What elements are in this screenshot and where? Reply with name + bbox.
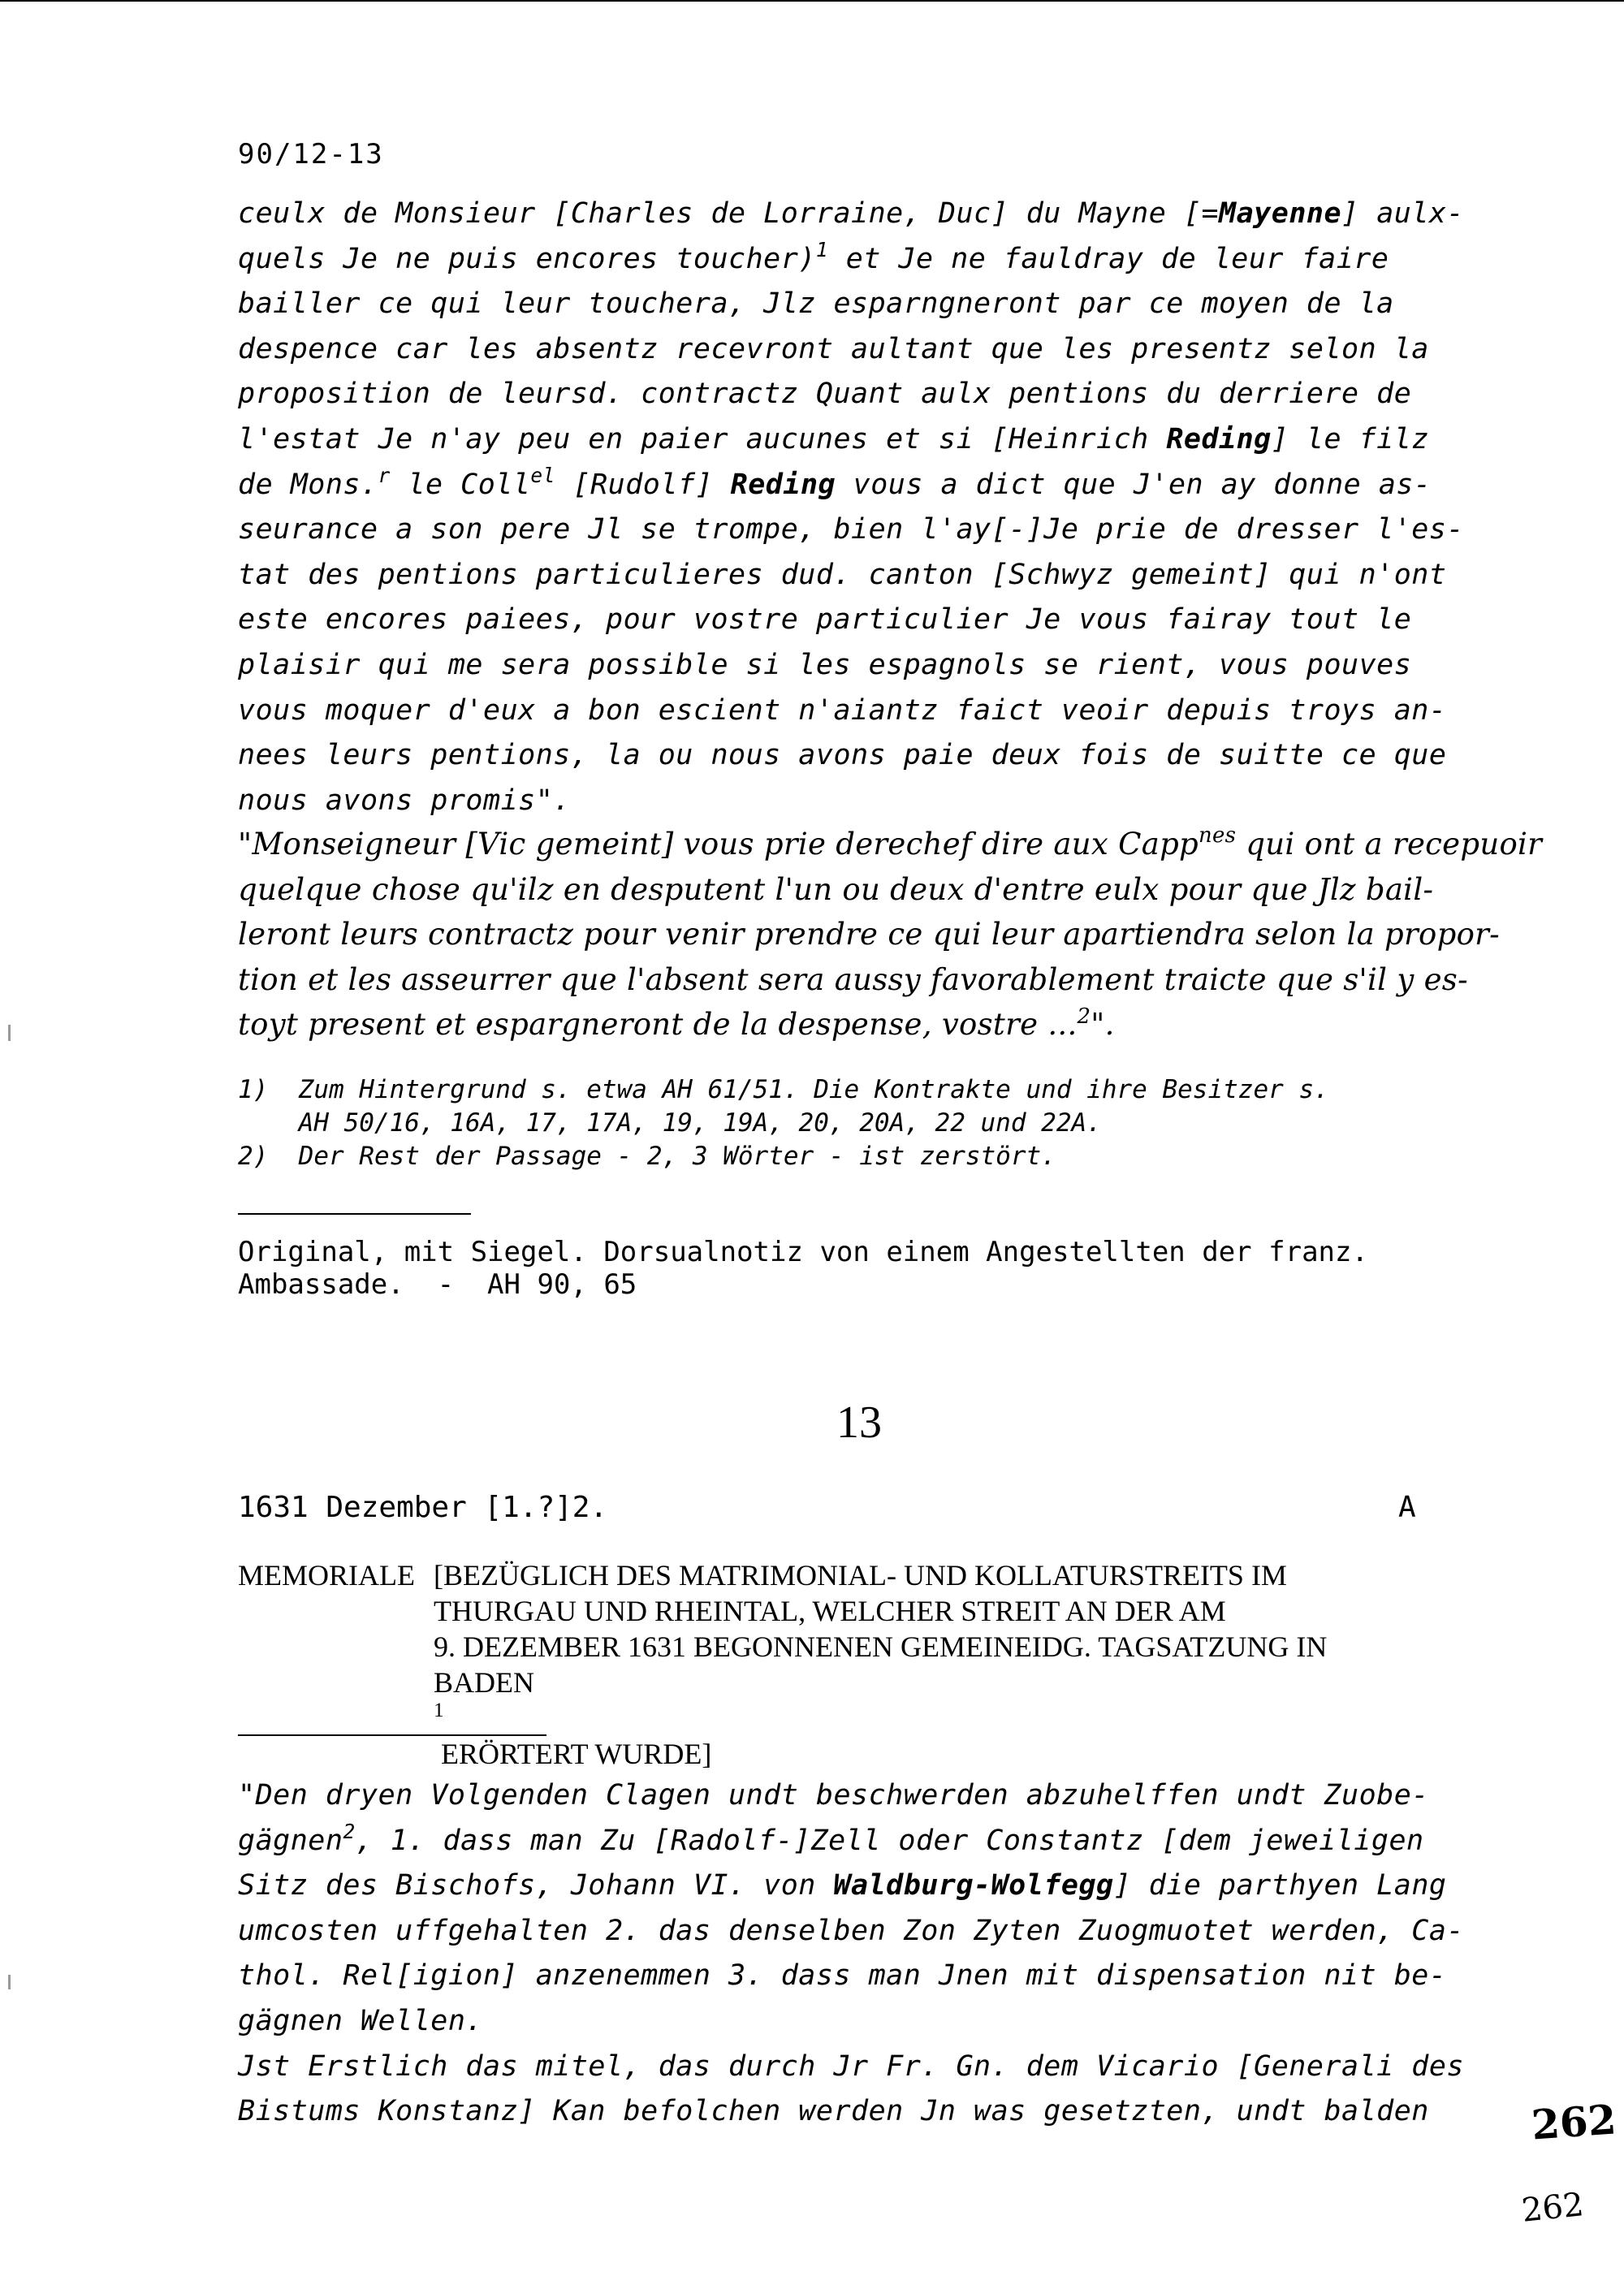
text-line: Sitz des Bischofs, Johann VI. von Waldburg-Wolfegg] die parthyen Lang xyxy=(238,1869,1447,1902)
text-line: plaisir qui me sera possible si les espagnols se rient, vous pouves xyxy=(238,648,1412,681)
handwritten-page-number: 262 xyxy=(1530,2095,1618,2149)
text-line: seurance a son pere Jl se trompe, bien l'ay[-]Je prie de dresser l'es- xyxy=(238,513,1465,546)
handwritten-page-number-small: 262 xyxy=(1519,2186,1586,2230)
text-line: vous moquer d'eux a bon escient n'aiantz faict veoir depuis troys an- xyxy=(238,693,1447,727)
text-line: "Den dryen Volgenden Clagen undt beschwerden abzuhelffen undt Zuobe- xyxy=(238,1779,1429,1812)
text-line: l'estat Je n'ay peu en paier aucunes et si [Heinrich Reding] le filz xyxy=(238,422,1429,456)
quoted-passage-french xyxy=(238,192,1488,823)
divider-rule xyxy=(238,1213,471,1215)
text-line: despence car les absentz recevront aultant que les presentz selon la xyxy=(238,332,1429,365)
divider-rule xyxy=(238,1734,546,1736)
text-line: Bistums Konstanz] Kan befolchen werden Jn was gesetzten, undt balden xyxy=(238,2095,1429,2128)
text-line: "Monseigneur [Vic gemeint] vous prie derechef dire aux Capp$^{nes}$ qui ont a recepuoir xyxy=(238,823,1543,862)
text-line: toyt present et espargneront de la despense, vostre ...$^2$". xyxy=(238,1004,1115,1043)
text-line: de Mons.$^r$ le Coll$^{el}$ [Rudolf] Reding vous a dict que J'en ay donne as- xyxy=(238,463,1432,501)
text-line: gägnen Wellen. xyxy=(238,2004,484,2037)
quoted-passage-script xyxy=(238,822,1543,1047)
text-line: este encores paiees, pour vostre particulier Je vous fairay tout le xyxy=(238,603,1412,637)
footnote-ref: 2 xyxy=(343,1819,356,1843)
text-line: quelque chose qu'ilz en desputent l'un ou deux d'entre eulx pour que Jlz bail- xyxy=(238,871,1434,907)
footnote-2: 2) Der Rest der Passage - 2, 3 Wörter - ist zerstört. xyxy=(238,1142,1056,1171)
footnote-1-cont: AH 50/16, 16A, 17, 17A, 19, 19A, 20, 20A, 22 und 22A. xyxy=(238,1108,1102,1138)
text-line: leront leurs contractz pour venir prendre ce qui leur apartiendra selon la propor- xyxy=(238,917,1500,952)
document-number: 13 xyxy=(836,1397,882,1448)
text-line: nees leurs pentions, la ou nous avons paie deux fois de suitte ce que xyxy=(238,739,1447,772)
document-date: 1631 Dezember [1.?]2. xyxy=(238,1491,608,1524)
text-line: nous avons promis". xyxy=(238,784,571,817)
footnote-ref: 2 xyxy=(1077,1004,1091,1029)
document-type: MEMORIALE xyxy=(238,1559,415,1592)
footnote-ref: 1 xyxy=(815,237,829,261)
quoted-passage-german xyxy=(238,1773,1488,2135)
text-line: umcosten uffgehalten 2. das denselben Zon Zyten Zuogmuotet werden, Ca- xyxy=(238,1914,1465,1947)
text-line: proposition de leursd. contractz Quant aulx pentions du derriere de xyxy=(238,378,1412,411)
document-marker: A xyxy=(1398,1491,1416,1524)
footnotes xyxy=(238,1073,1488,1173)
text-line: gägnen$^2$, 1. dass man Zu [Radolf-]Zell oder Constantz [dem jeweiligen xyxy=(238,1819,1424,1857)
footnote-1: 1) Zum Hintergrund s. etwa AH 61/51. Die Kontrakte und ihre Besitzer s. xyxy=(238,1075,1329,1104)
scan-mark xyxy=(8,1975,11,1989)
text-line: bailler ce qui leur touchera, Jlz esparngneront par ce moyen de la xyxy=(238,287,1394,321)
top-border xyxy=(0,0,1624,2)
document-title: [BEZÜGLICH DES MATRIMONIAL- UND KOLLATURSTREITS IM THURGAU UND RHEINTAL, WELCHER STREIT AN DER AM 9. DEZEMBER 1631 BEGONNENEN GEMEINEIDG. TAGSATZUNG IN BADEN $^1$ ERÖRTERT WURDE] xyxy=(434,1559,1328,1770)
document-reference: 90/12-13 xyxy=(238,138,384,171)
text-line: thol. Rel[igion] anzenemmen 3. dass man Jnen mit dispensation nit be- xyxy=(238,1959,1447,1993)
text-line: Jst Erstlich das mitel, das durch Jr Fr. Gn. dem Vicario [Generali des xyxy=(238,2049,1465,2083)
text-line: tat des pentions particulieres dud. canton [Schwyz gemeint] qui n'ont xyxy=(238,558,1447,591)
text-line: quels Je ne puis encores toucher)$^1$ et Je ne fauldray de leur faire xyxy=(238,237,1389,275)
text-line: tion et les asseurrer que l'absent sera aussy favorablement traicte que s'il y es- xyxy=(238,961,1468,997)
source-note: Original, mit Siegel. Dorsualnotiz von einem Angestellten der franz. Ambassade. - AH 90, 65 xyxy=(238,1236,1368,1301)
text-line: ceulx de Monsieur [Charles de Lorraine, Duc] du Mayne [=Mayenne] aulx- xyxy=(238,197,1465,230)
scan-mark xyxy=(8,1025,11,1041)
